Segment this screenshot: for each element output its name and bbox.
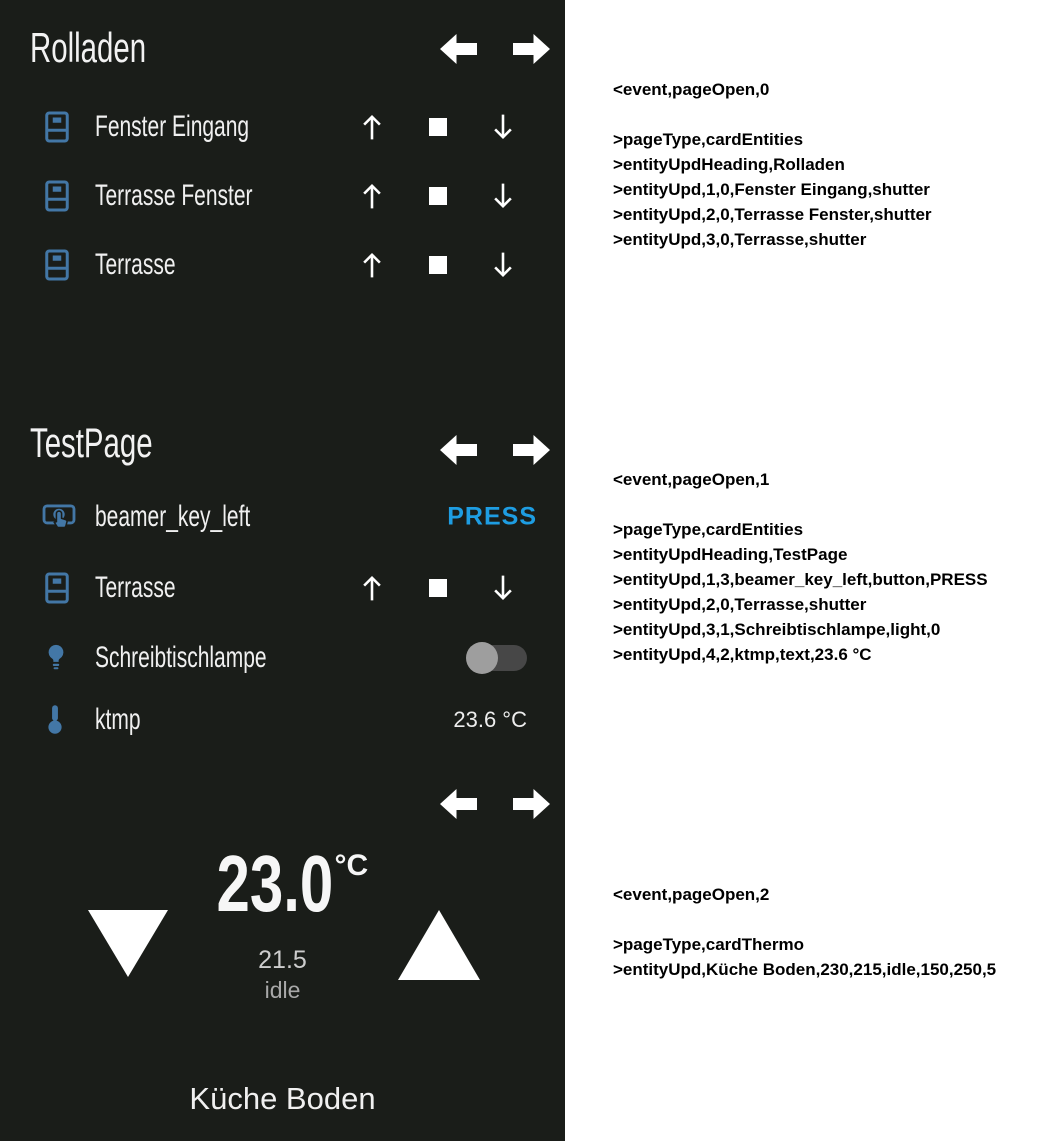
sensor-value: 23.6 °C xyxy=(453,707,527,732)
setpoint-value: 21.5 xyxy=(258,946,307,974)
entity-label: Schreibtischlampe xyxy=(95,641,267,674)
shutter-down-button[interactable] xyxy=(490,113,516,141)
entity-row-terrasse-fenster xyxy=(0,174,565,218)
shutter-up-button[interactable] xyxy=(359,113,385,141)
entity-label: Fenster Eingang xyxy=(95,110,250,143)
shutter-stop-button[interactable] xyxy=(429,256,447,274)
lightbulb-icon xyxy=(42,643,70,673)
entity-label: ktmp xyxy=(95,703,141,736)
entity-row-terrasse xyxy=(0,243,565,287)
temperature-unit: °C xyxy=(334,849,369,882)
nav-previous-button[interactable] xyxy=(440,434,478,466)
entity-row-terrasse-2 xyxy=(0,566,565,610)
window-shutter-icon xyxy=(42,179,72,214)
shutter-stop-button[interactable] xyxy=(429,579,447,597)
shutter-up-button[interactable] xyxy=(359,574,385,602)
log-line xyxy=(613,492,988,517)
stop-square-icon xyxy=(429,256,447,274)
log-line: >entityUpd,2,0,Terrasse,shutter xyxy=(613,595,867,614)
thermostat-title: Küche Boden xyxy=(189,1081,376,1116)
entity-label: Terrasse Fenster xyxy=(95,179,253,212)
stop-square-icon xyxy=(429,187,447,205)
gesture-tap-button-icon xyxy=(42,502,76,533)
shutter-down-button[interactable] xyxy=(490,574,516,602)
log-line: >entityUpd,Küche Boden,230,215,idle,150,250,5 xyxy=(613,960,997,979)
card-heading-rolladen: Rolladen xyxy=(30,24,147,71)
entity-row-beamer-key-left xyxy=(0,495,565,539)
log-line: >entityUpd,1,0,Fenster Eingang,shutter xyxy=(613,180,930,199)
nav-next-button[interactable] xyxy=(513,788,551,820)
log-line: >entityUpdHeading,TestPage xyxy=(613,545,848,564)
current-temperature xyxy=(0,839,565,936)
window-shutter-icon xyxy=(42,110,72,145)
entity-label: beamer_key_left xyxy=(95,500,251,533)
serial-log-block-page0 xyxy=(613,77,932,252)
log-line: >entityUpd,3,1,Schreibtischlampe,light,0 xyxy=(613,620,941,639)
serial-log-block-page1 xyxy=(613,467,988,667)
window-shutter-icon xyxy=(42,571,72,606)
shutter-up-button[interactable] xyxy=(359,182,385,210)
serial-log-block-page2 xyxy=(613,882,996,982)
shutter-stop-button[interactable] xyxy=(429,187,447,205)
log-line: >entityUpd,1,3,beamer_key_left,button,PRESS xyxy=(613,570,988,589)
log-line: >entityUpd,3,0,Terrasse,shutter xyxy=(613,230,867,249)
entity-label: Terrasse xyxy=(95,571,176,604)
card-heading-testpage: TestPage xyxy=(30,419,153,466)
log-line xyxy=(613,102,932,127)
temperature-value: 23.0 xyxy=(216,839,334,928)
log-line: <event,pageOpen,1 xyxy=(613,470,770,489)
log-line xyxy=(613,907,996,932)
entity-row-ktmp xyxy=(0,698,565,742)
log-line: >entityUpd,4,2,ktmp,text,23.6 °C xyxy=(613,645,872,664)
press-button[interactable]: PRESS xyxy=(447,502,537,531)
entity-row-fenster-eingang xyxy=(0,105,565,149)
log-line: >entityUpdHeading,Rolladen xyxy=(613,155,845,174)
nav-previous-button[interactable] xyxy=(440,33,478,65)
shutter-stop-button[interactable] xyxy=(429,118,447,136)
hvac-state: idle xyxy=(264,977,301,1003)
nav-previous-button[interactable] xyxy=(440,788,478,820)
entity-label: Terrasse xyxy=(95,248,176,281)
log-line: >pageType,cardEntities xyxy=(613,130,804,149)
light-toggle-off[interactable] xyxy=(466,642,527,674)
shutter-down-button[interactable] xyxy=(490,251,516,279)
toggle-knob xyxy=(466,642,498,674)
log-line: >pageType,cardEntities xyxy=(613,520,804,539)
log-line: <event,pageOpen,0 xyxy=(613,80,770,99)
log-line: >pageType,cardThermo xyxy=(613,935,804,954)
window-shutter-icon xyxy=(42,248,72,283)
nav-next-button[interactable] xyxy=(513,33,551,65)
nav-next-button[interactable] xyxy=(513,434,551,466)
stop-square-icon xyxy=(429,579,447,597)
thermometer-icon xyxy=(42,704,68,737)
stop-square-icon xyxy=(429,118,447,136)
log-line: <event,pageOpen,2 xyxy=(613,885,770,904)
shutter-down-button[interactable] xyxy=(490,182,516,210)
log-line: >entityUpd,2,0,Terrasse Fenster,shutter xyxy=(613,205,932,224)
shutter-up-button[interactable] xyxy=(359,251,385,279)
